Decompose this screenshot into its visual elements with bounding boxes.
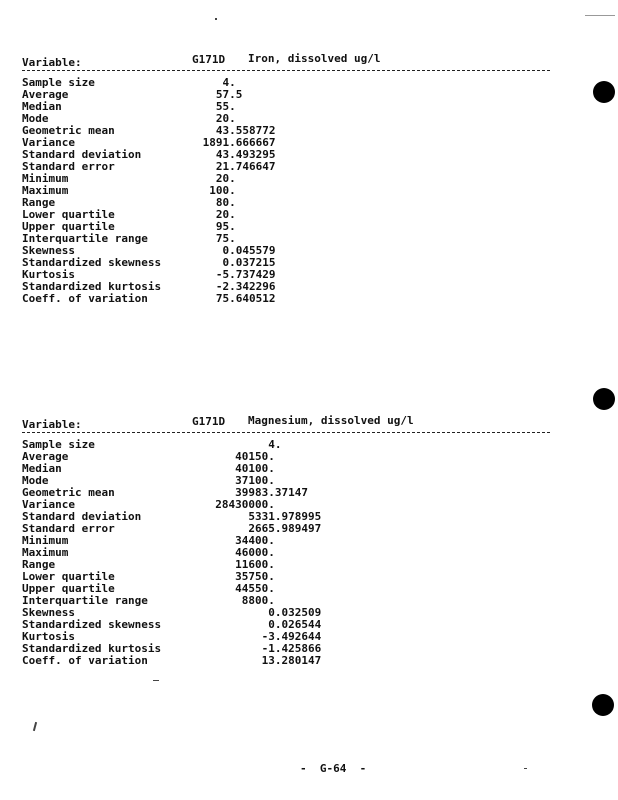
stat-name: Maximum xyxy=(22,546,69,559)
stat-name: Average xyxy=(22,450,69,463)
stat-value: -2.342296 xyxy=(196,280,276,293)
stat-value: 20. xyxy=(196,172,236,185)
stat-row xyxy=(22,125,552,137)
stat-name: Geometric mean xyxy=(22,486,115,499)
stat-value: 0.032509 xyxy=(202,606,322,619)
stat-value: 0.026544 xyxy=(202,618,322,631)
stat-row xyxy=(22,547,552,559)
stat-row xyxy=(22,233,552,245)
stat-value: 11600. xyxy=(202,558,275,571)
dashed-divider xyxy=(22,70,550,71)
stat-value: 55. xyxy=(196,100,236,113)
stat-name: Variance xyxy=(22,136,75,149)
stat-name: Upper quartile xyxy=(22,582,115,595)
variable-header xyxy=(22,414,552,430)
stat-name: Standardized kurtosis xyxy=(22,642,162,655)
stat-row xyxy=(22,535,552,547)
stat-value: 1891.666667 xyxy=(196,136,276,149)
punch-hole-mark xyxy=(593,81,615,103)
scan-speck xyxy=(585,15,615,16)
stat-name: Range xyxy=(22,196,56,209)
stat-name: Standardized skewness xyxy=(22,618,162,631)
scan-speck xyxy=(215,18,217,20)
stat-value: 39983.37147 xyxy=(202,486,308,499)
stat-name: Maximum xyxy=(22,184,69,197)
stat-name: Mode xyxy=(22,474,49,487)
stat-name: Interquartile range xyxy=(22,594,148,607)
page-number: - G-64 - xyxy=(300,762,367,775)
statistics-table xyxy=(22,439,552,667)
stat-name: Mode xyxy=(22,112,49,125)
stat-value: 2665.989497 xyxy=(202,522,322,535)
stat-name: Upper quartile xyxy=(22,220,115,233)
stat-name: Standard deviation xyxy=(22,510,142,523)
stat-name: Interquartile range xyxy=(22,232,148,245)
punch-hole-mark xyxy=(592,694,614,716)
stat-row xyxy=(22,523,552,535)
stat-row xyxy=(22,89,552,101)
stat-value: 4. xyxy=(196,76,236,89)
stat-name: Kurtosis xyxy=(22,630,75,643)
stat-row xyxy=(22,293,552,305)
stat-value: 44550. xyxy=(202,582,275,595)
stat-name: Skewness xyxy=(22,606,75,619)
stat-value: 40100. xyxy=(202,462,275,475)
stat-name: Standard error xyxy=(22,522,115,535)
stat-name: Range xyxy=(22,558,56,571)
variable-label: Variable: xyxy=(22,56,82,69)
variable-code: G171D xyxy=(192,415,226,428)
stat-name: Standardized skewness xyxy=(22,256,162,269)
stat-name: Coeff. of variation xyxy=(22,292,148,305)
stat-name: Lower quartile xyxy=(22,570,115,583)
variable-description: Iron, dissolved ug/l xyxy=(248,52,381,65)
stat-value: -5.737429 xyxy=(196,268,276,281)
stat-value: 40150. xyxy=(202,450,275,463)
stat-value: 100. xyxy=(196,184,236,197)
stat-value: 57.5 xyxy=(196,88,243,101)
stat-value: 34400. xyxy=(202,534,275,547)
scan-speck xyxy=(524,768,527,769)
stat-name: Coeff. of variation xyxy=(22,654,148,667)
stat-value: 4. xyxy=(202,438,282,451)
dashed-divider xyxy=(22,432,550,433)
stat-name: Geometric mean xyxy=(22,124,115,137)
stat-name: Minimum xyxy=(22,534,69,547)
stat-row xyxy=(22,77,552,89)
stat-name: Standard deviation xyxy=(22,148,142,161)
stat-value: -3.492644 xyxy=(202,630,322,643)
stat-row xyxy=(22,487,552,499)
stat-name: Median xyxy=(22,100,62,113)
stat-name: Median xyxy=(22,462,62,475)
stat-value: 13.280147 xyxy=(202,654,322,667)
stat-row xyxy=(22,451,552,463)
statistics-table xyxy=(22,77,552,305)
stat-name: Variance xyxy=(22,498,75,511)
stat-value: 0.045579 xyxy=(196,244,276,257)
variable-label: Variable: xyxy=(22,418,82,431)
stat-value: 20. xyxy=(196,208,236,221)
stat-row xyxy=(22,185,552,197)
stat-name: Sample size xyxy=(22,438,95,451)
stat-value: -1.425866 xyxy=(202,642,322,655)
stat-row xyxy=(22,463,552,475)
scan-speck xyxy=(33,722,37,731)
stat-name: Kurtosis xyxy=(22,268,75,281)
stat-value: 8800. xyxy=(202,594,275,607)
stat-value: 80. xyxy=(196,196,236,209)
stat-name: Sample size xyxy=(22,76,95,89)
stat-name: Lower quartile xyxy=(22,208,115,221)
stat-value: 43.493295 xyxy=(196,148,276,161)
stat-value: 28430000. xyxy=(202,498,275,511)
stat-name: Standardized kurtosis xyxy=(22,280,162,293)
stat-name: Average xyxy=(22,88,69,101)
stat-name: Standard error xyxy=(22,160,115,173)
stat-row xyxy=(22,101,552,113)
stat-value: 95. xyxy=(196,220,236,233)
statistics-block-iron xyxy=(22,52,552,305)
stat-value: 75. xyxy=(196,232,236,245)
variable-description: Magnesium, dissolved ug/l xyxy=(248,414,414,427)
stat-value: 21.746647 xyxy=(196,160,276,173)
stat-value: 75.640512 xyxy=(196,292,276,305)
stat-value: 37100. xyxy=(202,474,275,487)
stat-value: 0.037215 xyxy=(196,256,276,269)
stat-value: 43.558772 xyxy=(196,124,276,137)
stat-value: 20. xyxy=(196,112,236,125)
stat-row xyxy=(22,439,552,451)
variable-code: G171D xyxy=(192,53,226,66)
punch-hole-mark xyxy=(593,388,615,410)
statistics-block-magnesium xyxy=(22,414,552,667)
variable-header xyxy=(22,52,552,68)
stat-value: 46000. xyxy=(202,546,275,559)
stat-name: Minimum xyxy=(22,172,69,185)
stat-row xyxy=(22,173,552,185)
stat-name: Skewness xyxy=(22,244,75,257)
stat-value: 5331.978995 xyxy=(202,510,322,523)
stat-value: 35750. xyxy=(202,570,275,583)
stat-row xyxy=(22,161,552,173)
scan-speck xyxy=(153,680,159,681)
stat-row xyxy=(22,257,552,269)
stat-row xyxy=(22,655,552,667)
